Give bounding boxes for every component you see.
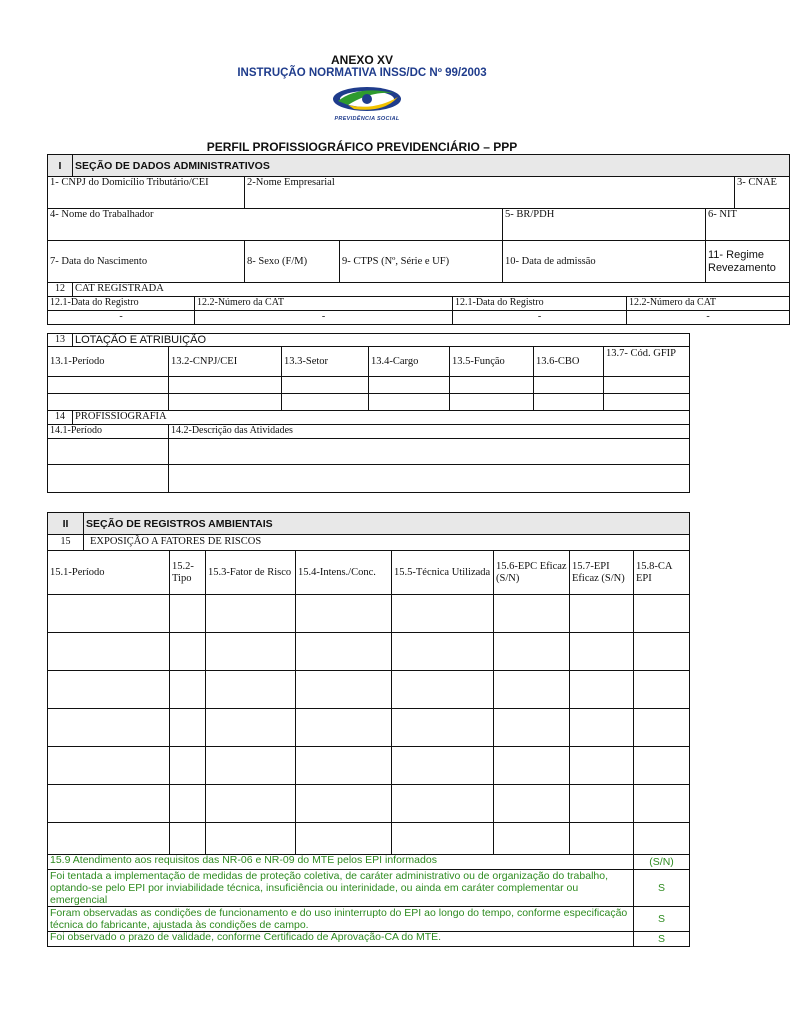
- lotacao-header-gfip: 13.7- Cód. GFIP: [604, 347, 690, 377]
- instruction-title: INSTRUÇÃO NORMATIVA INSS/DC Nº 99/2003: [237, 67, 487, 79]
- exposicao-cell[interactable]: [170, 671, 206, 709]
- section-environmental-table: [47, 512, 690, 947]
- exposicao-cell[interactable]: [634, 709, 690, 747]
- exposicao-cell[interactable]: [570, 785, 634, 823]
- lotacao-cell[interactable]: [48, 377, 169, 394]
- exposicao-cell[interactable]: [206, 709, 296, 747]
- exposicao-section-title: EXPOSIÇÃO A FATORES DE RISCOS: [84, 535, 690, 551]
- exposicao-cell[interactable]: [206, 747, 296, 785]
- exposicao-header-technique: 15.5-Técnica Utilizada: [392, 551, 494, 595]
- exposicao-cell[interactable]: [634, 633, 690, 671]
- epi-item-operating-conditions-value[interactable]: S: [634, 907, 690, 932]
- lotacao-section-title: LOTAÇÃO E ATRIBUIÇÃO: [73, 334, 690, 347]
- cat-header-number-1: 12.2-Número da CAT: [195, 297, 453, 311]
- exposicao-cell[interactable]: [48, 671, 170, 709]
- cat-section-title: CAT REGISTRADA: [73, 283, 790, 297]
- cat-value-date-1[interactable]: -: [48, 311, 195, 325]
- lotacao-cell[interactable]: [450, 394, 534, 411]
- exposicao-cell[interactable]: [206, 823, 296, 855]
- exposicao-header-period: 15.1-Período: [48, 551, 170, 595]
- exposicao-cell[interactable]: [570, 747, 634, 785]
- profissiografia-cell[interactable]: [48, 465, 169, 493]
- exposicao-cell[interactable]: [494, 671, 570, 709]
- cat-header-date-1: 12.1-Data do Registro: [48, 297, 195, 311]
- section1-number: I: [48, 155, 73, 177]
- exposicao-header-type: 15.2-Tipo: [170, 551, 206, 595]
- exposicao-cell[interactable]: [206, 633, 296, 671]
- worker-name-field[interactable]: 4- Nome do Trabalhador: [48, 209, 503, 241]
- exposicao-cell[interactable]: [170, 747, 206, 785]
- exposicao-cell[interactable]: [206, 785, 296, 823]
- profissiografia-cell[interactable]: [169, 439, 690, 465]
- nit-field[interactable]: 6- NIT: [706, 209, 790, 241]
- lotacao-cell[interactable]: [169, 377, 282, 394]
- exposicao-header-risk-factor: 15.3-Fator de Risco: [206, 551, 296, 595]
- logo-caption: PREVIDÊNCIA SOCIAL: [334, 116, 400, 122]
- exposicao-cell[interactable]: [296, 785, 392, 823]
- cat-value-number-2[interactable]: -: [627, 311, 790, 325]
- lotacao-cell[interactable]: [369, 377, 450, 394]
- lotacao-cell[interactable]: [534, 394, 604, 411]
- profissiografia-header-period: 14.1-Período: [48, 425, 169, 439]
- exposicao-header-ca-epi: 15.8-CA EPI: [634, 551, 690, 595]
- section1-title: SEÇÃO DE DADOS ADMINISTRATIVOS: [73, 155, 790, 177]
- lotacao-header-cnpj: 13.2-CNPJ/CEI: [169, 347, 282, 377]
- exposicao-cell[interactable]: [48, 823, 170, 855]
- epi-item-validity: Foi observado o prazo de validade, conforme Certificado de Aprovação-CA do MTE.: [48, 932, 634, 947]
- exposicao-cell[interactable]: [48, 633, 170, 671]
- exposicao-cell[interactable]: [570, 823, 634, 855]
- cat-value-number-1[interactable]: -: [195, 311, 453, 325]
- birth-date-field[interactable]: 7- Data do Nascimento: [48, 241, 245, 283]
- profissiografia-header-description: 14.2-Descrição das Atividades: [169, 425, 690, 439]
- exposicao-cell[interactable]: [48, 709, 170, 747]
- lotacao-header-function: 13.5-Função: [450, 347, 534, 377]
- exposicao-cell[interactable]: [634, 595, 690, 633]
- lotacao-cell[interactable]: [604, 377, 690, 394]
- cnae-field[interactable]: 3- CNAE: [735, 177, 790, 209]
- exposicao-cell[interactable]: [570, 595, 634, 633]
- exposicao-cell[interactable]: [634, 823, 690, 855]
- exposicao-header-epc: 15.6-EPC Eficaz (S/N): [494, 551, 570, 595]
- profissiografia-cell[interactable]: [48, 439, 169, 465]
- exposicao-cell[interactable]: [570, 633, 634, 671]
- lotacao-table: [47, 333, 690, 493]
- exposicao-cell[interactable]: [48, 785, 170, 823]
- epi-item-collective-measures: Foi tentada a implementação de medidas de proteção coletiva, de caráter administrativo ou de organização do trabalho, optando-se pelo EPI por inviabilidade técnica, insuficiência ou interinidade, ou ainda em caráter complementar ou emergencial: [48, 870, 634, 907]
- exposicao-cell[interactable]: [170, 709, 206, 747]
- cnpj-field[interactable]: 1- CNPJ do Domicílio Tributário/CEI: [48, 177, 245, 209]
- company-name-field[interactable]: 2-Nome Empresarial: [245, 177, 735, 209]
- exposicao-cell[interactable]: [170, 633, 206, 671]
- exposicao-cell[interactable]: [494, 709, 570, 747]
- cat-header-number-2: 12.2-Número da CAT: [627, 297, 790, 311]
- epi-item-validity-value[interactable]: S: [634, 932, 690, 947]
- annex-title: ANEXO XV: [330, 53, 393, 67]
- lotacao-cell[interactable]: [534, 377, 604, 394]
- epi-requirements-header: 15.9 Atendimento aos requisitos das NR-06 e NR-09 do MTE pelos EPI informados: [48, 855, 634, 870]
- exposicao-header-intensity: 15.4-Intens./Conc.: [296, 551, 392, 595]
- lotacao-cell[interactable]: [282, 394, 369, 411]
- exposicao-cell[interactable]: [634, 785, 690, 823]
- shift-regime-field[interactable]: 11- Regime Revezamento: [706, 241, 790, 283]
- exposicao-cell[interactable]: [494, 785, 570, 823]
- exposicao-header-epi: 15.7-EPI Eficaz (S/N): [570, 551, 634, 595]
- exposicao-cell[interactable]: [494, 823, 570, 855]
- lotacao-cell[interactable]: [450, 377, 534, 394]
- sex-field[interactable]: 8- Sexo (F/M): [245, 241, 340, 283]
- exposicao-cell[interactable]: [570, 709, 634, 747]
- epi-item-operating-conditions: Foram observadas as condições de funcionamento e do uso ininterrupto do EPI ao longo do tempo, conforme especificação técnica do fabricante, ajustada às condições de campo.: [48, 907, 634, 932]
- exposicao-cell[interactable]: [392, 709, 494, 747]
- exposicao-cell[interactable]: [170, 823, 206, 855]
- exposicao-cell[interactable]: [392, 785, 494, 823]
- exposicao-cell[interactable]: [296, 823, 392, 855]
- section2-number: II: [48, 513, 84, 535]
- exposicao-section-number: 15: [48, 535, 84, 551]
- exposicao-cell[interactable]: [494, 595, 570, 633]
- exposicao-cell[interactable]: [392, 595, 494, 633]
- lotacao-cell[interactable]: [369, 394, 450, 411]
- cat-header-date-2: 12.1-Data do Registro: [453, 297, 627, 311]
- exposicao-cell[interactable]: [634, 671, 690, 709]
- exposicao-cell[interactable]: [392, 823, 494, 855]
- profissiografia-section-number: 14: [48, 411, 73, 425]
- cat-section-number: 12: [48, 283, 73, 297]
- lotacao-cell[interactable]: [169, 394, 282, 411]
- exposicao-cell[interactable]: [494, 633, 570, 671]
- lotacao-header-cbo: 13.6-CBO: [534, 347, 604, 377]
- br-pdh-field[interactable]: 5- BR/PDH: [503, 209, 706, 241]
- lotacao-cell[interactable]: [282, 377, 369, 394]
- lotacao-header-sector: 13.3-Setor: [282, 347, 369, 377]
- exposicao-cell[interactable]: [48, 595, 170, 633]
- exposicao-cell[interactable]: [296, 747, 392, 785]
- ctps-field[interactable]: 9- CTPS (Nº, Série e UF): [340, 241, 503, 283]
- exposicao-cell[interactable]: [206, 671, 296, 709]
- exposicao-cell[interactable]: [634, 747, 690, 785]
- profissiografia-cell[interactable]: [169, 465, 690, 493]
- lotacao-header-role: 13.4-Cargo: [369, 347, 450, 377]
- epi-requirements-header-value: (S/N): [634, 855, 690, 870]
- exposicao-cell[interactable]: [296, 709, 392, 747]
- epi-item-collective-measures-value[interactable]: S: [634, 870, 690, 907]
- exposicao-cell[interactable]: [296, 633, 392, 671]
- exposicao-cell[interactable]: [296, 671, 392, 709]
- exposicao-cell[interactable]: [48, 747, 170, 785]
- admission-date-field[interactable]: 10- Data de admissão: [503, 241, 706, 283]
- exposicao-cell[interactable]: [170, 785, 206, 823]
- exposicao-cell[interactable]: [392, 747, 494, 785]
- exposicao-cell[interactable]: [392, 633, 494, 671]
- section-administrative-table: [47, 154, 790, 325]
- exposicao-cell[interactable]: [296, 595, 392, 633]
- exposicao-cell[interactable]: [570, 671, 634, 709]
- exposicao-cell[interactable]: [494, 747, 570, 785]
- form-title: PERFIL PROFISSIOGRÁFICO PREVIDENCIÁRIO – PPP: [206, 140, 518, 154]
- lotacao-header-period: 13.1-Período: [48, 347, 169, 377]
- exposicao-cell[interactable]: [206, 595, 296, 633]
- lotacao-section-number: 13: [48, 334, 73, 347]
- lotacao-cell[interactable]: [604, 394, 690, 411]
- exposicao-cell[interactable]: [392, 671, 494, 709]
- lotacao-cell[interactable]: [48, 394, 169, 411]
- profissiografia-section-title: PROFISSIOGRAFIA: [73, 411, 690, 425]
- section2-title: SEÇÃO DE REGISTROS AMBIENTAIS: [84, 513, 690, 535]
- cat-value-date-2[interactable]: -: [453, 311, 627, 325]
- exposicao-cell[interactable]: [170, 595, 206, 633]
